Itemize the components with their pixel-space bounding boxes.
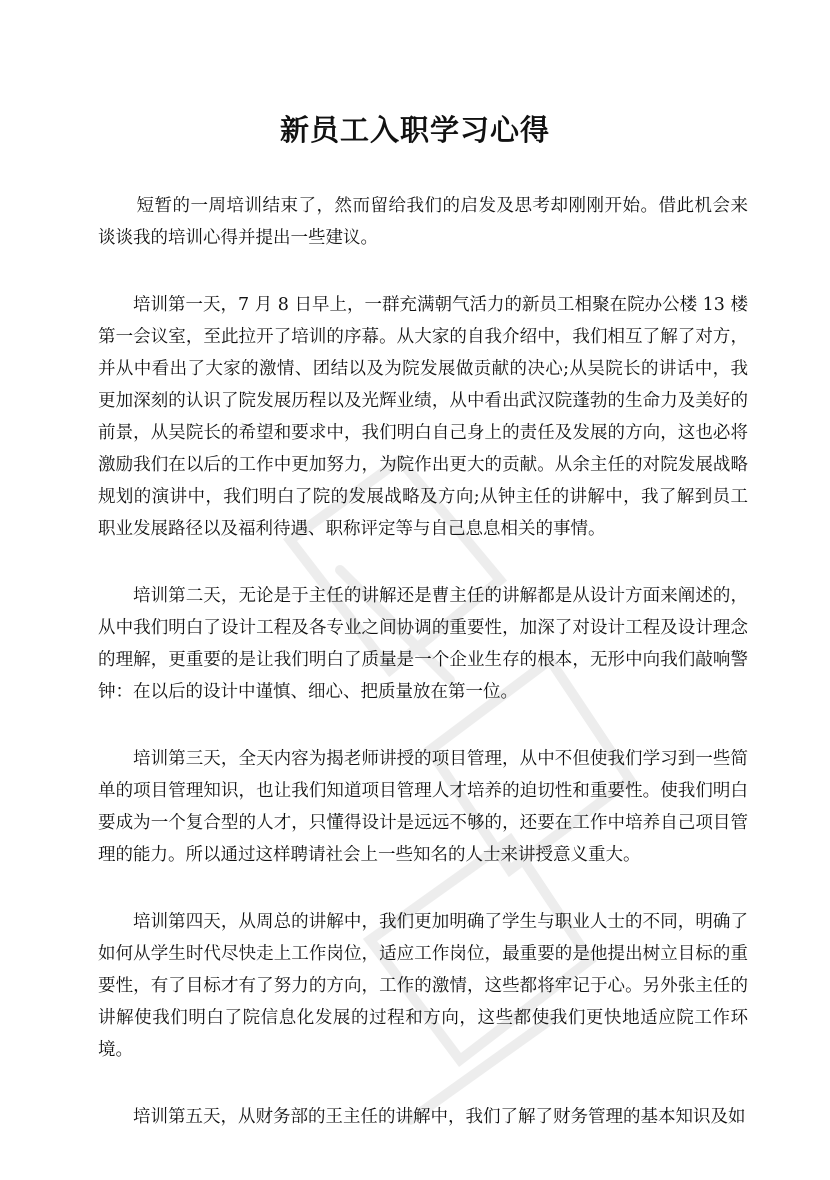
document-title: 新员工入职学习心得 bbox=[279, 113, 550, 147]
paragraph-intro: 短暂的一周培训结束了，然而留给我们的启发及思考却刚刚开始。借此机会来谈谈我的培训心得并提出一些建议。 bbox=[98, 196, 748, 248]
paragraph-day-4: 培训第四天，从周总的讲解中，我们更加明确了学生与职业人士的不同，明确了如何从学生时代尽快走上工作岗位，适应工作岗位，最重要的是他提出树立目标的重要性，有了目标才有了努力的方向，工作的激情，这些都将牢记于心。另外张主任的讲解使我们明白了院信息化发展的过程和方向，这些都使我们更快地适应院工作环境。 bbox=[98, 912, 748, 1060]
paragraph-day-3: 培训第三天，全天内容为揭老师讲授的项目管理，从中不但使我们学习到一些简单的项目管理知识，也让我们知道项目管理人才培养的迫切性和重要性。使我们明白要成为一个复合型的人才，只懂得设计是远远不够的，还要在工作中培养自己项目管理的能力。所以通过这样聘请社会上一些知名的人士来讲授意义重大。 bbox=[98, 749, 748, 865]
paragraph-day-1: 培训第一天，7 月 8 日早上，一群充满朝气活力的新员工相聚在院办公楼 13 楼第一会议室，至此拉开了培训的序幕。从大家的自我介绍中，我们相互了解了对方，并从中看出了大家的激情、团结以及为院发展做贡献的决心;从吴院长的讲话中，我更加深刻的认识了院发展历程以及光辉业绩，从中看出武汉院蓬勃的生命力及美好的前景，从吴院长的希望和要求中，我们明白自己身上的责任及发展的方向，这也必将激励我们在以后的工作中更加努力，为院作出更大的贡献。从余主任的对院发展战略规划的演讲中，我们明白了院的发展战略及方向;从钟主任的讲解中，我了解到员工职业发展路径以及福利待遇、职称评定等与自己息息相关的事情。 bbox=[98, 295, 748, 539]
paragraph-day-5: 培训第五天，从财务部的王主任的讲解中，我们了解了财务管理的基本知识及如 bbox=[133, 1107, 746, 1127]
paragraph-day-2: 培训第二天，无论是于主任的讲解还是曹主任的讲解都是从设计方面来阐述的，从中我们明白了设计工程及各专业之间协调的重要性，加深了对设计工程及设计理念的理解，更重要的是让我们明白了质量是一个企业生存的根本，无形中向我们敲响警钟：在以后的设计中谨慎、细心、把质量放在第一位。 bbox=[98, 586, 748, 702]
document-body bbox=[98, 190, 748, 1168]
